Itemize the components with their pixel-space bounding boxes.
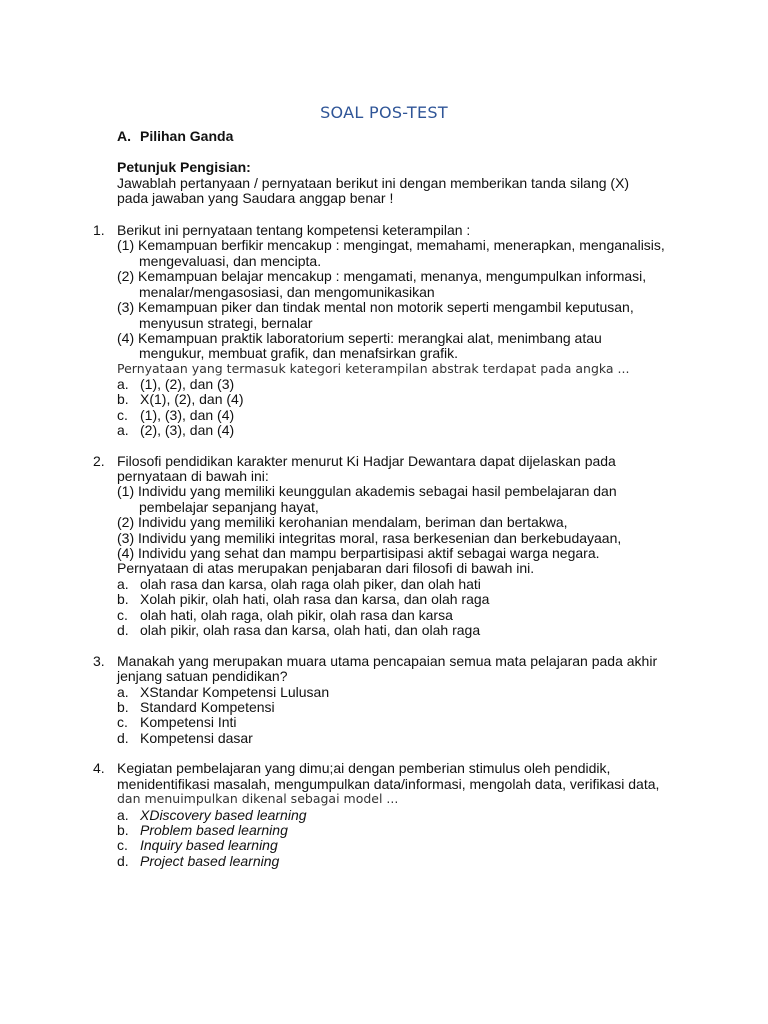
page-title: SOAL POS-TEST — [320, 103, 448, 122]
option-letter: c. — [117, 407, 128, 423]
option-text: Kompetensi dasar — [140, 730, 253, 746]
question-2-text: Filosofi pendidikan karakter menurut Ki Hadjar Dewantara dapat dijelaskan pada — [117, 453, 616, 469]
option-text: (1), (2), dan (3) — [140, 376, 235, 392]
option-letter: b. — [117, 591, 129, 607]
question-1-text: Berikut ini pernyataan tentang kompetensi keterampilan : — [117, 222, 471, 238]
option-letter: a. — [117, 422, 129, 438]
option-letter: a. — [117, 684, 129, 700]
instructions-line-1: Jawablah pertanyaan / pernyataan berikut ini dengan memberikan tanda silang (X) — [117, 175, 630, 191]
option-letter: a. — [117, 576, 129, 592]
question-2-number: 2. — [93, 453, 105, 469]
section-letter: A. — [117, 128, 131, 144]
option-letter: a. — [117, 807, 129, 823]
option-letter: b. — [117, 699, 129, 715]
option-letter: d. — [117, 853, 129, 869]
option-letter: c. — [117, 607, 128, 623]
option-text: (1), (3), dan (4) — [140, 407, 235, 423]
question-1-statement-cont: menyusun strategi, bernalar — [139, 315, 313, 331]
question-2-statement: (1) Individu yang memiliki keunggulan akademis sebagai hasil pembelajaran dan — [117, 483, 617, 499]
question-3-number: 3. — [93, 653, 105, 669]
option-text: Kompetensi Inti — [140, 714, 237, 730]
option-text: Xolah pikir, olah hati, olah rasa dan karsa, dan olah raga — [140, 591, 490, 607]
option-text: X(1), (2), dan (4) — [140, 391, 244, 407]
question-2-statement-cont: pembelajar sepanjang hayat, — [139, 499, 319, 515]
option-text: olah pikir, olah rasa dan karsa, olah hati, dan olah raga — [140, 622, 481, 638]
instructions-heading: Petunjuk Pengisian: — [117, 159, 251, 175]
option-text: olah rasa dan karsa, olah raga olah piker, dan olah hati — [140, 576, 481, 592]
question-1-statement: (3) Kemampuan piker dan tindak mental non motorik seperti mengambil keputusan, — [117, 299, 634, 315]
question-2-statement: (4) Individu yang sehat dan mampu berpartisipasi aktif sebagai warga negara. — [117, 545, 600, 561]
question-4-text: menidentifikasi masalah, mengumpulkan data/informasi, mengolah data, verifikasi data, — [117, 776, 660, 792]
question-4-number: 4. — [93, 760, 105, 776]
option-text: XDiscovery based learning — [140, 807, 307, 823]
question-1-statement: (2) Kemampuan belajar mencakup : mengamati, menanya, mengumpulkan informasi, — [117, 268, 647, 284]
option-letter: c. — [117, 837, 128, 853]
question-1-statement-cont: mengukur, membuat grafik, dan menafsirkan grafik. — [139, 345, 459, 361]
option-text: XStandar Kompetensi Lulusan — [140, 684, 330, 700]
question-1-statement: (4) Kemampuan praktik laboratorium seperti: merangkai alat, menimbang atau — [117, 330, 602, 346]
option-letter: c. — [117, 714, 128, 730]
question-1-statement: (1) Kemampuan berfikir mencakup : mengingat, memahami, menerapkan, menganalisis, — [117, 237, 665, 253]
question-1-statement-cont: menalar/mengasosiasi, dan mengomunikasikan — [139, 284, 435, 300]
question-2-text: pernyataan di bawah ini: — [117, 468, 269, 484]
option-letter: a. — [117, 376, 129, 392]
question-4-stem: dan menuimpulkan dikenal sebagai model ... — [117, 791, 399, 806]
question-1-number: 1. — [93, 222, 105, 238]
option-text: olah hati, olah raga, olah pikir, olah rasa dan karsa — [140, 607, 453, 623]
question-3-text: jenjang satuan pendidikan? — [117, 668, 288, 684]
question-2-stem: Pernyataan di atas merupakan penjabaran dari filosofi di bawah ini. — [117, 560, 535, 576]
option-text: Problem based learning — [140, 822, 288, 838]
question-1-statement-cont: mengevaluasi, dan mencipta. — [139, 253, 322, 269]
option-text: Inquiry based learning — [140, 837, 278, 853]
question-2-statement: (2) Individu yang memiliki kerohanian mendalam, beriman dan bertakwa, — [117, 514, 568, 530]
question-2-statement: (3) Individu yang memiliki integritas moral, rasa berkesenian dan berkebudayaan, — [117, 530, 622, 546]
option-letter: b. — [117, 822, 129, 838]
instructions-line-2: pada jawaban yang Saudara anggap benar ! — [117, 190, 394, 206]
question-4-text: Kegiatan pembelajaran yang dimu;ai dengan pemberian stimulus oleh pendidik, — [117, 760, 611, 776]
option-text: (2), (3), dan (4) — [140, 422, 235, 438]
question-1-stem: Pernyataan yang termasuk kategori keterampilan abstrak terdapat pada angka ... — [117, 361, 630, 376]
option-letter: b. — [117, 391, 129, 407]
question-3-text: Manakah yang merupakan muara utama pencapaian semua mata pelajaran pada akhir — [117, 653, 658, 669]
section-label: Pilihan Ganda — [140, 128, 234, 144]
option-letter: d. — [117, 622, 129, 638]
option-text: Project based learning — [140, 853, 280, 869]
option-letter: d. — [117, 730, 129, 746]
option-text: Standard Kompetensi — [140, 699, 275, 715]
